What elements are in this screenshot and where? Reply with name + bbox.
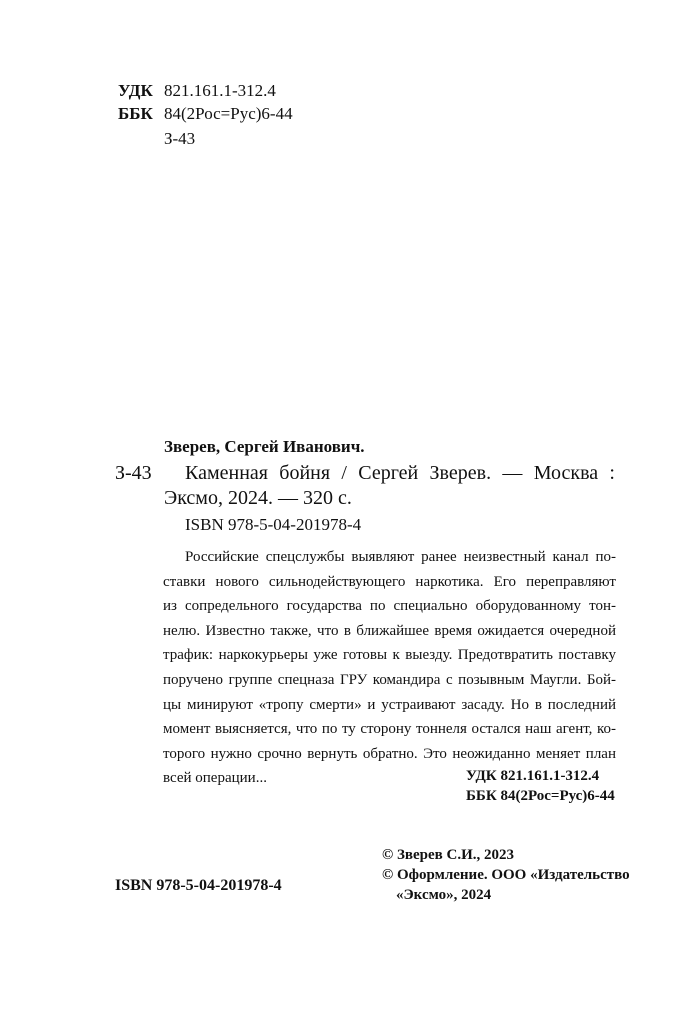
author-sign-record: З-43	[115, 462, 152, 484]
annotation-line: из сопредельного государства по специально оборудованному тон-	[163, 598, 616, 615]
copyright-design: © Оформление. ООО «Издательство	[382, 867, 630, 883]
udk-value: 821.161.1-312.4	[164, 81, 276, 100]
bbk-value: 84(2Рос=Рус)6-44	[164, 104, 293, 123]
bbk-label: ББК	[118, 104, 153, 123]
annotation-line: трафик: наркокурьеры уже готовы к выезду. Предотвратить поставку	[163, 647, 616, 664]
title-line-2: Эксмо, 2024. — 320 с.	[164, 487, 352, 509]
author-sign-top: З-43	[164, 129, 196, 148]
udk-label: УДК	[118, 81, 153, 100]
annotation-line: торого нужно срочно вернуть обратно. Это неожиданно меняет план	[163, 745, 616, 762]
annotation-line: ставки нового сильнодействующего наркотика. Его переправляют	[163, 573, 616, 590]
author-name: Зверев, Сергей Иванович.	[164, 437, 365, 456]
annotation-line: момент выясняется, что по ту сторону тоннеля остался наш агент, ко-	[163, 721, 616, 738]
annotation-line: цы минируют «тропу смерти» и устраивают засаду. Но в последний	[163, 696, 616, 713]
annotation	[163, 545, 616, 791]
isbn-record: ISBN 978-5-04-201978-4	[185, 515, 362, 534]
title-line-1: Каменная бойня / Сергей Зверев. — Москва :	[185, 462, 615, 484]
annotation-line: Российские спецслужбы выявляют ранее неизвестный канал по-	[185, 549, 616, 565]
annotation-line: поручено группе спецназа ГРУ командира с позывным Маугли. Бой-	[163, 671, 616, 688]
isbn-bottom: ISBN 978-5-04-201978-4	[115, 877, 282, 894]
annotation-line: нелю. Известно также, что в ближайшее время ожидается очередной	[163, 622, 616, 639]
annotation-line: всей операции...	[163, 770, 267, 787]
udk-bottom: УДК 821.161.1-312.4	[466, 768, 600, 784]
copyright-author: © Зверев С.И., 2023	[382, 847, 514, 863]
bbk-bottom: ББК 84(2Рос=Рус)6-44	[466, 788, 615, 804]
copyright-publisher: «Эксмо», 2024	[396, 887, 492, 903]
udk-line	[118, 79, 276, 102]
bbk-line	[118, 102, 293, 125]
